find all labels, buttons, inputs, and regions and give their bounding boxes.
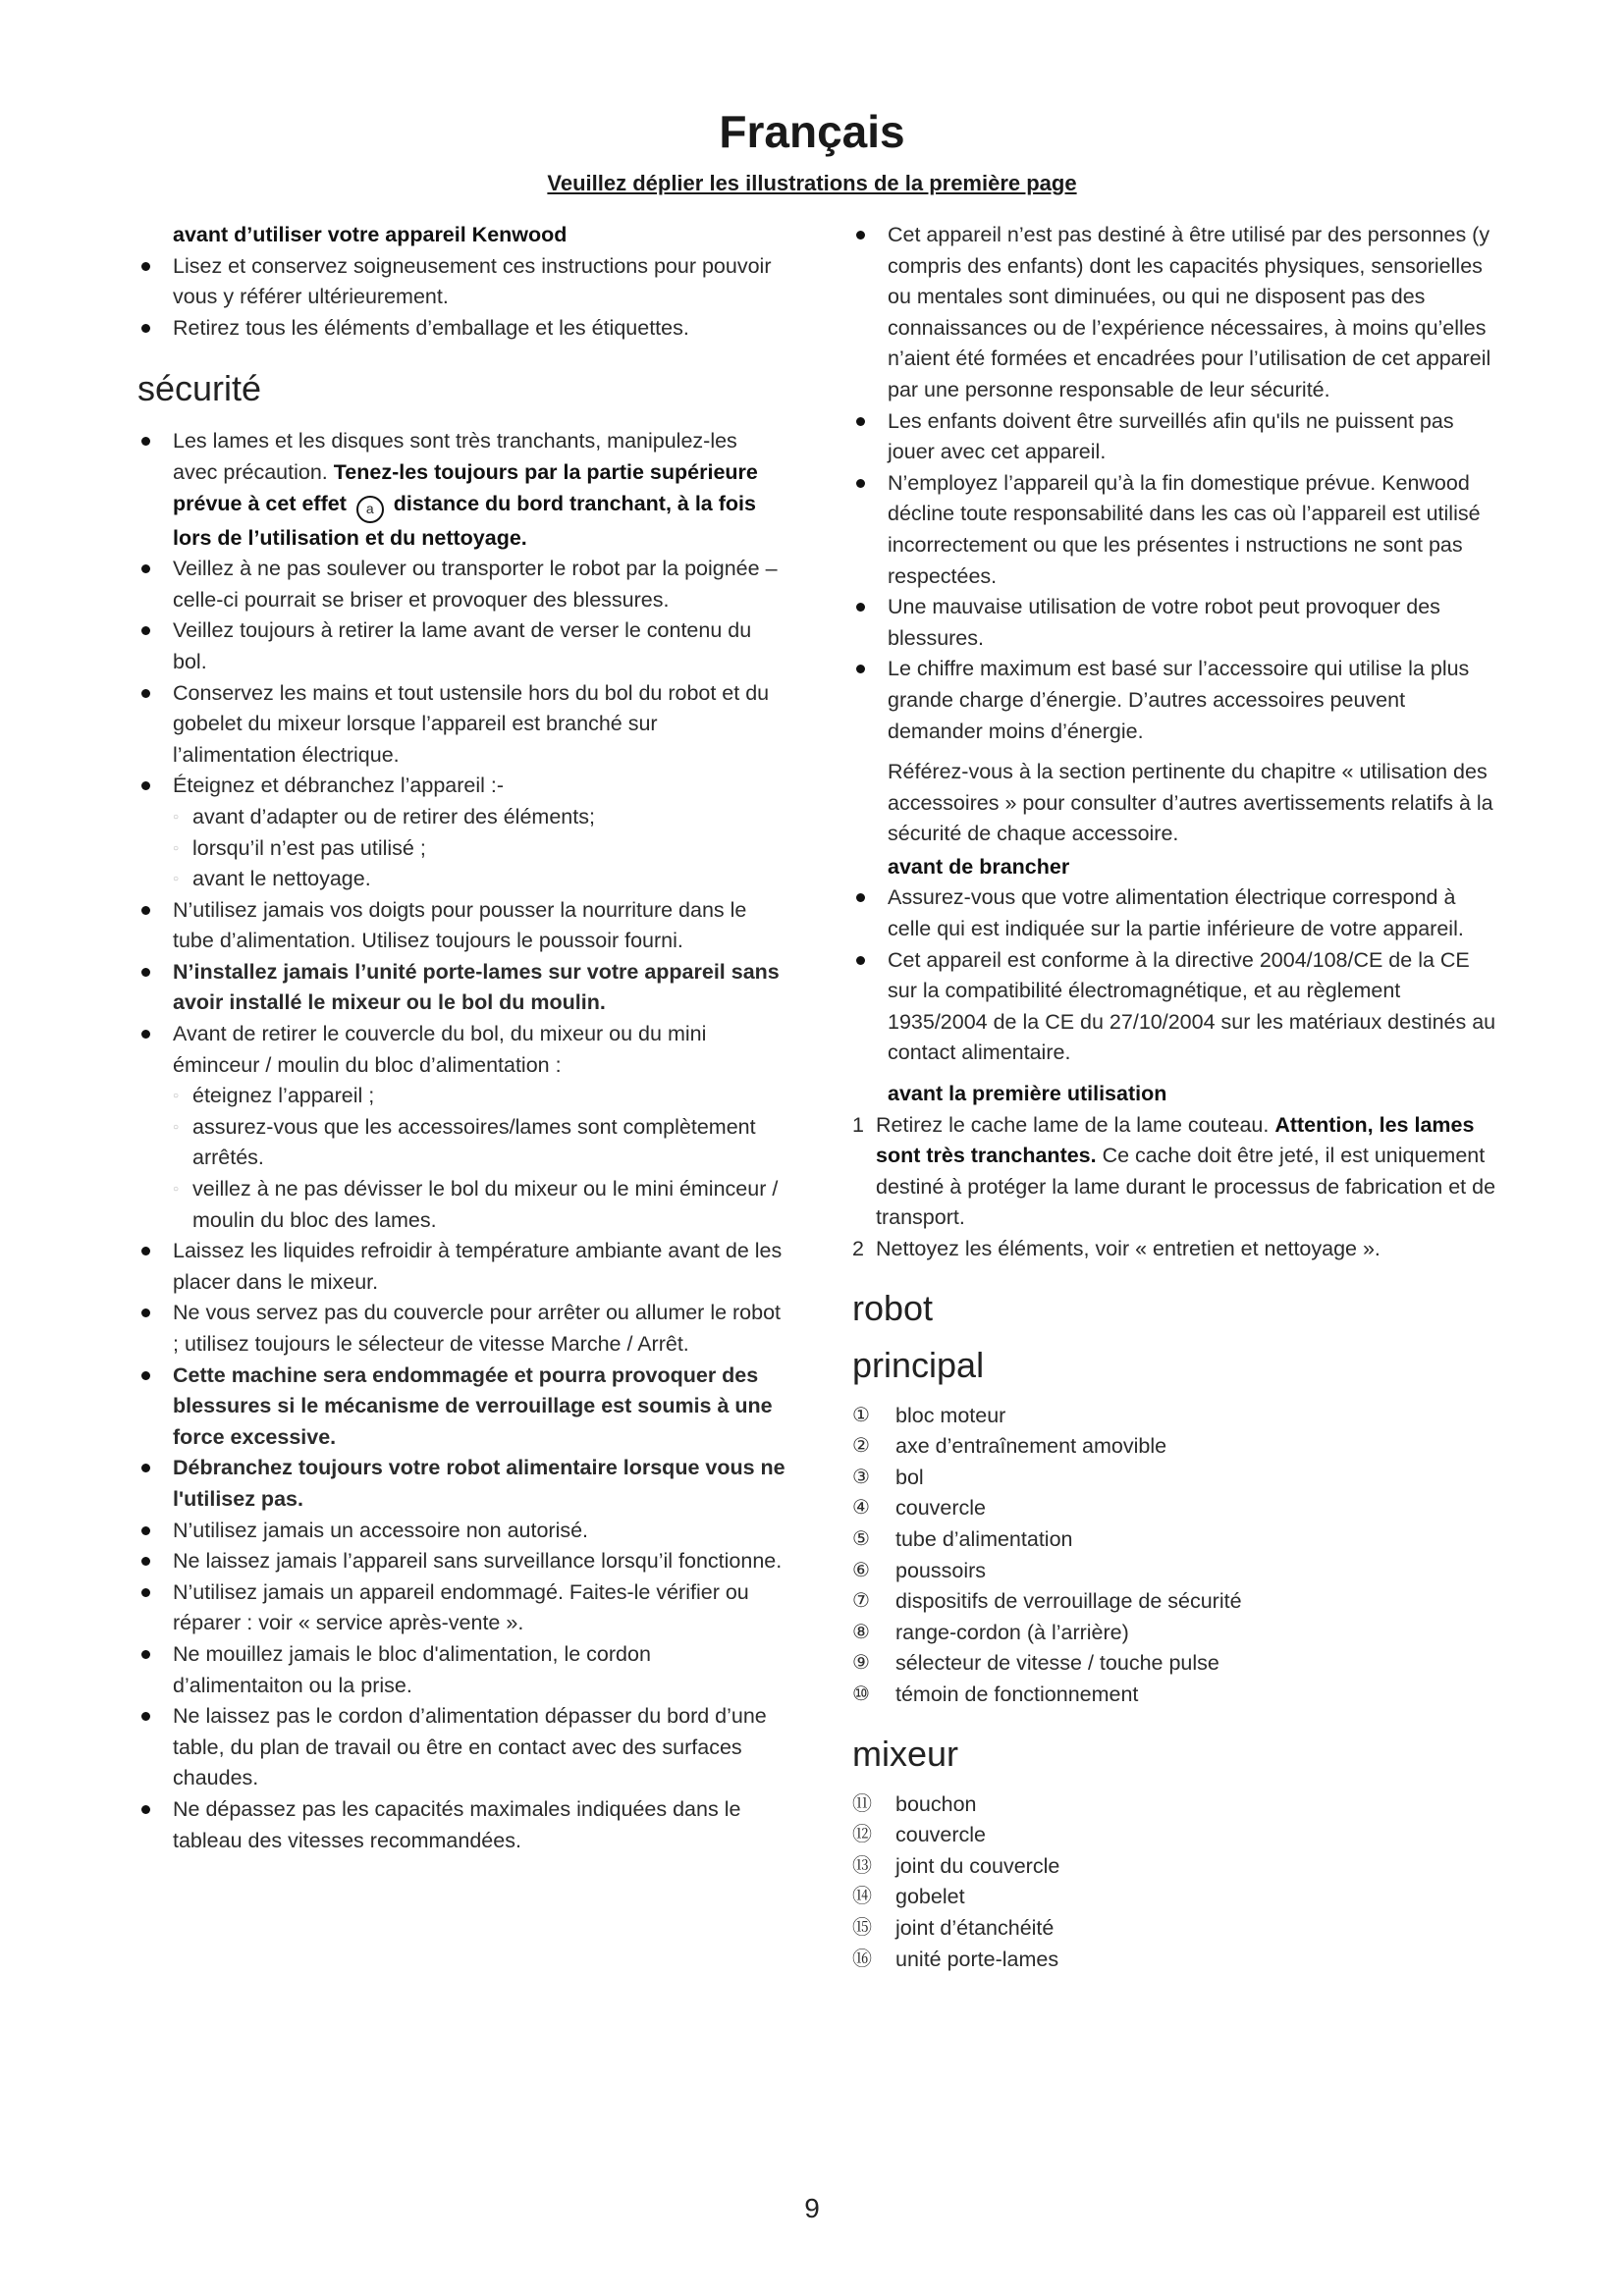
list-item: Avant de retirer le couvercle du bol, du mixeur ou du mini éminceur / moulin du bloc d’alimentation : [137,1019,785,1081]
part-item [852,1789,1500,1821]
sub-list-item: ○ assurez-vous que les accessoires/lames sont complètement arrêtés. [137,1112,785,1174]
part-label: sélecteur de vitesse / touche pulse [895,1651,1219,1676]
part-label: couvercle [895,1496,987,1521]
item-text: Les lames et les disques sont très tranchants, manipulez-les avec précaution. [173,429,737,484]
list-item: Cet appareil est conforme à la directive 2004/108/CE de la CE sur la compatibilité électromagnétique, et au règlement 1935/2004 de la CE du 27/10/2004 sur les matériaux destinés au contact alimentaire. [852,945,1500,1069]
sub-list-item: ○ avant le nettoyage. [137,864,785,895]
part-item [852,1556,1500,1587]
list-item: Retirez tous les éléments d’emballage et les étiquettes. [137,313,785,345]
list-item: N’installez jamais l’unité porte-lames sur votre appareil sans avoir installé le mixeur ou le bol du moulin. [137,957,785,1019]
part-number: ⑤ [852,1527,870,1550]
item-bold-text: Attention, les lames sont très tranchantes. [876,1112,1475,1168]
first-use-list [852,1110,1500,1265]
list-item: N’utilisez jamais un accessoire non autorisé. [137,1516,785,1547]
part-item [852,1401,1500,1432]
mixer-heading: mixeur [852,1733,959,1774]
list-item: Le chiffre maximum est basé sur l’accessoire qui utilise la plus grande charge d’énergie. D’autres accessoires peuvent demander moins d’énergie. [852,654,1500,747]
part-label: unité porte-lames [895,1947,1059,1971]
safety-heading: sécurité [137,368,262,409]
first-use-heading: avant la première utilisation [888,1082,1167,1106]
sub-list-item: ○ lorsqu’il n’est pas utilisé ; [137,833,785,865]
robot-heading: robot [852,1287,934,1328]
list-item: Ne laissez pas le cordon d’alimentation dépasser du bord d’une table, du plan de travail ou être en contact avec des surfaces chaudes. [137,1701,785,1794]
part-item [852,1882,1500,1913]
safety-list-continued [852,220,1500,747]
list-item: Ne dépassez pas les capacités maximales indiquées dans le tableau des vitesses recommandées. [137,1794,785,1856]
principal-parts-list [852,1401,1500,1711]
part-item [852,1618,1500,1649]
part-item [852,1945,1500,1976]
part-number: ③ [852,1466,870,1488]
part-number: ⑥ [852,1559,870,1581]
list-item: Veillez toujours à retirer la lame avant de verser le contenu du bol. [137,615,785,677]
sub-list-item: ○ éteignez l’appareil ; [137,1081,785,1112]
part-label: tube d’alimentation [895,1526,1073,1551]
part-label: dispositifs de verrouillage de sécurité [895,1589,1242,1614]
principal-heading: principal [852,1344,985,1385]
safety-list [137,426,785,1856]
part-number: ⑦ [852,1590,870,1613]
list-item: N’employez l’appareil qu’à la fin domestique prévue. Kenwood décline toute responsabilité dans les cas où l’appareil est utilisé incorrectement ou que les présentes i nstructions ne sont pas respectées. [852,468,1500,592]
before-use-list [137,251,785,345]
sub-list-item: ○ veillez à ne pas dévisser le bol du mixeur ou le mini éminceur / moulin du bloc des lames. [137,1174,785,1236]
list-item: Ne laissez jamais l’appareil sans surveillance lorsqu’il fonctionne. [137,1546,785,1577]
item-number: 2 [852,1237,864,1260]
part-item [852,1820,1500,1851]
list-item: N’utilisez jamais vos doigts pour pousser la nourriture dans le tube d’alimentation. Utilisez toujours le poussoir fourni. [137,895,785,957]
part-item [852,1851,1500,1883]
part-number: ⑨ [852,1652,870,1675]
part-label: bol [895,1465,924,1489]
part-label: gobelet [895,1885,965,1909]
list-item: Cet appareil n’est pas destiné à être utilisé par des personnes (y compris des enfants) dont les capacités physiques, sensorielles ou mentales sont diminuées, ou qui ne disposent pas des connaissances ou de l’expérience nécessaires, à moins qu’elles n’aient été formées et encadrées pour l’utilisation de cet appareil par une personne responsable de leur sécurité. [852,220,1500,406]
blade-warning-icon: a [356,496,384,523]
part-number: ⑯ [852,1948,872,1970]
sub-list-item: ○ avant d’adapter ou de retirer des éléments; [137,802,785,833]
list-item [137,426,785,554]
part-item [852,1493,1500,1524]
before-plugging-heading: avant de brancher [888,854,1070,879]
part-number: ② [852,1435,870,1458]
part-item [852,1463,1500,1494]
part-item [852,1524,1500,1556]
mixer-parts-list [852,1789,1500,1976]
part-label: poussoirs [895,1558,987,1582]
refer-paragraph: Référez-vous à la section pertinente du chapitre « utilisation des accessoires » pour consulter d’autres avertissements relatifs à la sécurité de chaque accessoire. [888,760,1493,846]
part-label: témoin de fonctionnement [895,1682,1139,1706]
part-number: ⑬ [852,1854,872,1877]
list-item: Veillez à ne pas soulever ou transporter le robot par la poignée – celle-ci pourrait se briser et provoquer des blessures. [137,554,785,615]
list-item: Débranchez toujours votre robot alimentaire lorsque vous ne l'utilisez pas. [137,1453,785,1515]
unfold-instruction: Veuillez déplier les illustrations de la première page [547,171,1077,195]
item-text: Retirez le cache lame de la lame couteau. [876,1112,1275,1137]
part-number: ⑭ [852,1886,872,1908]
part-number: ⑮ [852,1916,872,1939]
item-text: Ce cache doit être jeté, il est uniquement destiné à protéger la lame durant le processus de fabrication et de transport. [876,1144,1496,1230]
part-number: ⑫ [852,1824,872,1846]
part-label: joint d’étanchéité [895,1915,1055,1940]
list-item: Une mauvaise utilisation de votre robot peut provoquer des blessures. [852,592,1500,654]
part-item [852,1431,1500,1463]
part-number: ④ [852,1497,870,1520]
part-item [852,1648,1500,1680]
list-item: Laissez les liquides refroidir à température ambiante avant de les placer dans le mixeur. [137,1236,785,1298]
page-title: Français [719,106,905,157]
part-label: range-cordon (à l’arrière) [895,1620,1129,1644]
part-label: axe d’entraînement amovible [895,1434,1167,1459]
left-column [137,220,785,1856]
list-item: N’utilisez jamais un appareil endommagé. Faites-le vérifier ou réparer : voir « service après-vente ». [137,1577,785,1639]
list-item: Éteignez et débranchez l’appareil :- [137,771,785,802]
part-item [852,1913,1500,1945]
part-number: ① [852,1404,870,1426]
list-item: Cette machine sera endommagée et pourra provoquer des blessures si le mécanisme de verrouillage est soumis à une force excessive. [137,1361,785,1454]
list-item: Conservez les mains et tout ustensile hors du bol du robot et du gobelet du mixeur lorsque l’appareil est branché sur l’alimentation électrique. [137,678,785,772]
numbered-item [852,1110,1500,1234]
list-item: Assurez-vous que votre alimentation électrique correspond à celle qui est indiquée sur la partie inférieure de votre appareil. [852,882,1500,944]
item-text: Nettoyez les éléments, voir « entretien et nettoyage ». [876,1237,1380,1260]
list-item: Ne vous servez pas du couvercle pour arrêter ou allumer le robot ; utilisez toujours le sélecteur de vitesse Marche / Arrêt. [137,1298,785,1360]
list-item: Lisez et conservez soigneusement ces instructions pour pouvoir vous y référer ultérieurement. [137,251,785,313]
part-number: ⑧ [852,1621,870,1643]
before-plugging-list [852,882,1500,1069]
right-column [852,220,1500,1975]
item-number: 1 [852,1112,864,1137]
page-number: 9 [804,2193,820,2223]
part-item [852,1680,1500,1711]
list-item: Ne mouillez jamais le bloc d'alimentation, le cordon d’alimentaiton ou la prise. [137,1639,785,1701]
part-number: ⑩ [852,1682,870,1705]
part-number: ⑪ [852,1792,872,1815]
part-label: couvercle [895,1823,987,1847]
item-bold-text: distance du bord tranchant, à la fois lors de l’utilisation et du nettoyage. [173,491,756,550]
part-label: bouchon [895,1791,977,1816]
before-use-heading: avant d’utiliser votre appareil Kenwood [173,223,568,246]
numbered-item [852,1234,1500,1265]
part-item [852,1586,1500,1618]
item-bold-text: Tenez-les toujours par la partie supérieure prévue à cet effet [173,459,758,515]
list-item: Les enfants doivent être surveillés afin qu'ils ne puissent pas jouer avec cet appareil. [852,406,1500,468]
part-label: joint du couvercle [895,1853,1060,1878]
part-label: bloc moteur [895,1403,1006,1427]
